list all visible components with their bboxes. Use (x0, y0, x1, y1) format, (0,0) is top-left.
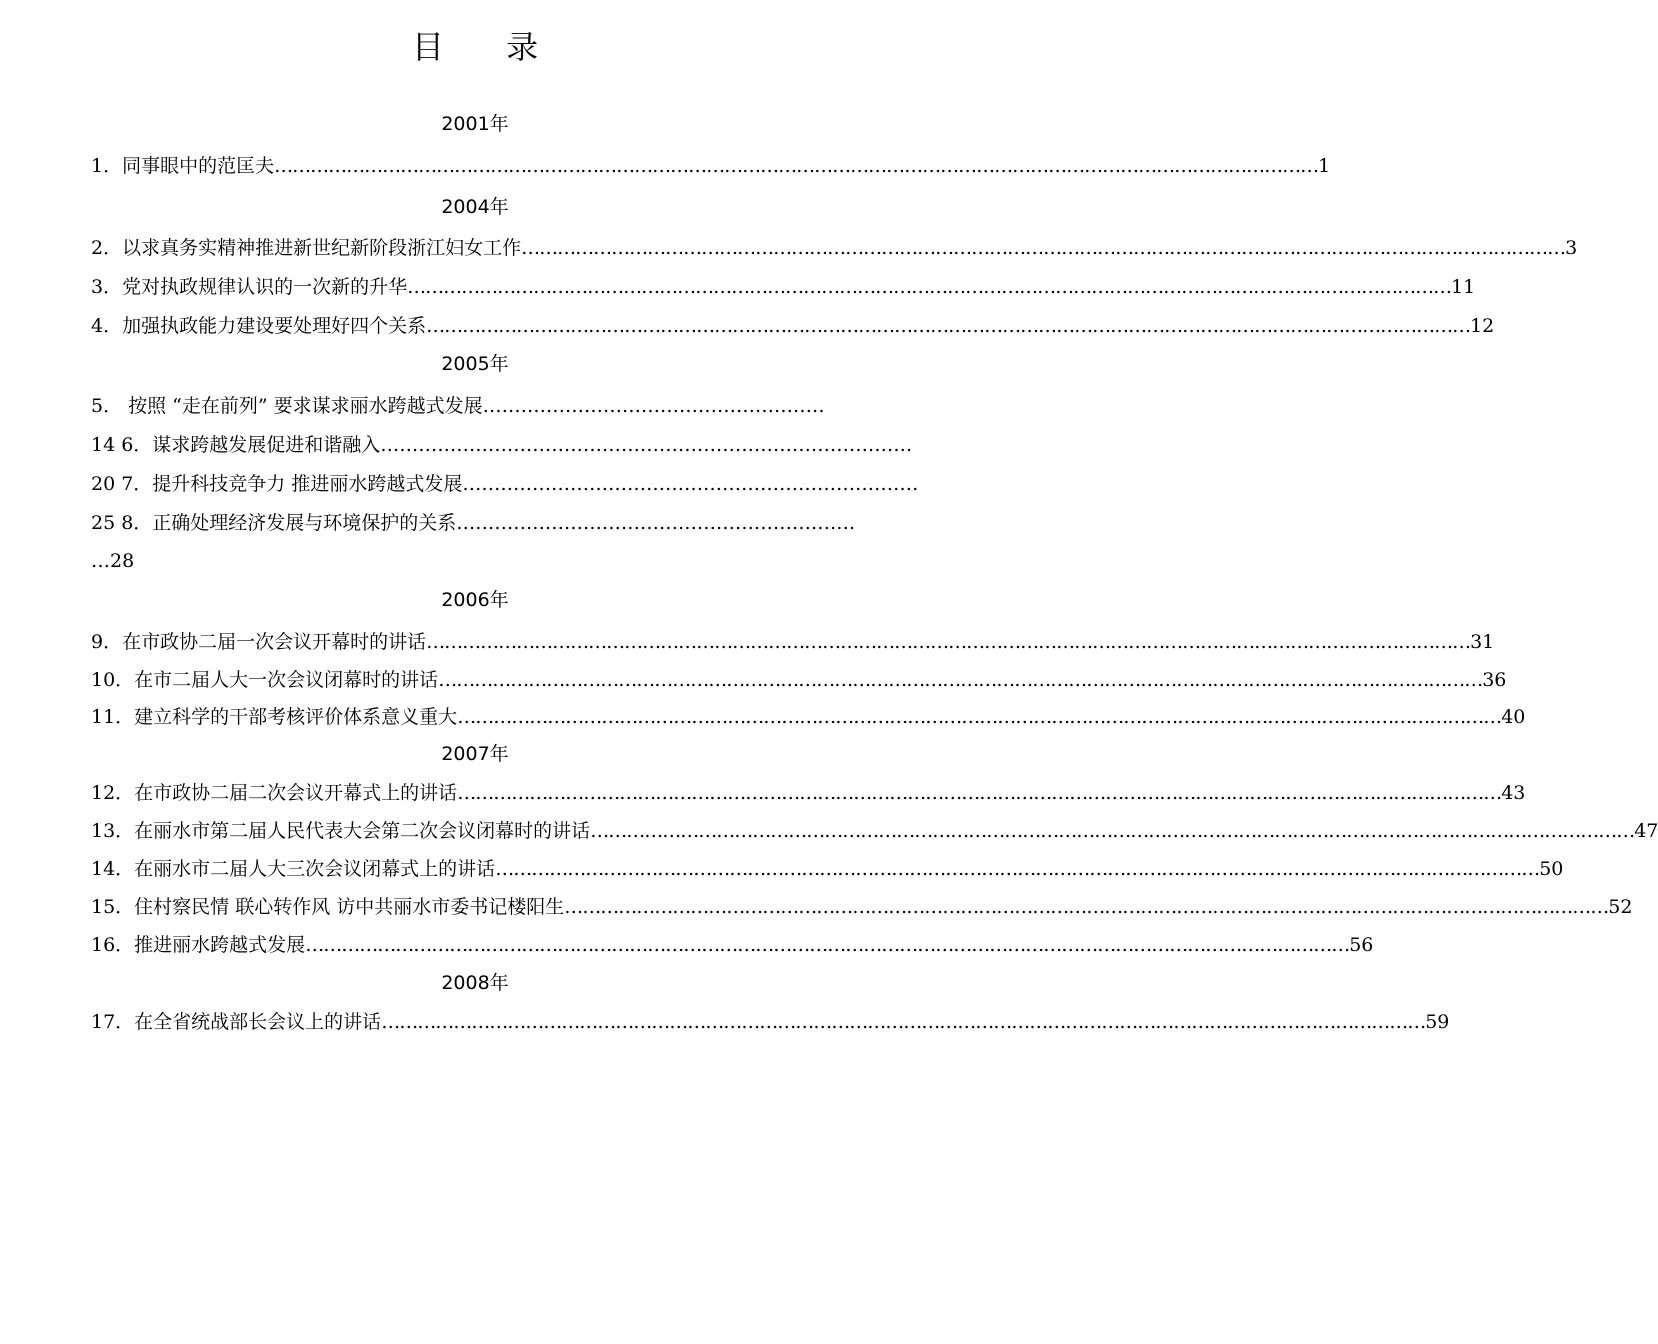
toc-entry[interactable] (91, 704, 1526, 730)
entry-title: 15．住村察民情 联心转作风 访中共丽水市委书记楼阳生 (91, 896, 565, 918)
entry-title: 13．在丽水市第二届人民代表大会第二次会议闭幕时的讲话 (91, 820, 591, 842)
entry-title: 2．以求真务实精神推进新世纪新阶段浙江妇女工作 (91, 237, 522, 259)
entry-title: 4．加强执政能力建设要处理好四个关系 (91, 315, 427, 337)
entry-title: 9．在市政协二届一次会议开幕时的讲话 (91, 631, 427, 653)
entry-page-number: 1 (1318, 155, 1331, 177)
entry-page-number: 56 (1349, 934, 1374, 956)
dot-leader: ………………………………………………………………………………………………………………………………………………………… (426, 315, 1471, 337)
toc-entry[interactable] (91, 153, 1331, 179)
entry-page-number: 50 (1539, 858, 1564, 880)
entry-page-number: 40 (1501, 706, 1526, 728)
year-heading-2007: 2007年 (441, 743, 509, 765)
toc-line-broken[interactable]: …28 (91, 550, 135, 572)
entry-page-number: 11 (1451, 276, 1476, 298)
toc-line-broken[interactable]: 25 8．正确处理经济发展与环境保护的关系……………………………………………………… (91, 512, 856, 534)
toc-entry[interactable] (91, 313, 1495, 339)
toc-entry[interactable] (91, 235, 1578, 261)
toc-entry[interactable] (91, 856, 1564, 882)
year-heading-2006: 2006年 (441, 589, 509, 611)
dot-leader: ………………………………………………………………………………………………………………………………………………………… (438, 669, 1483, 691)
year-heading-2004: 2004年 (441, 196, 509, 218)
dot-leader: ………………………………………………………………………………………………………………………………………………………… (521, 237, 1566, 259)
entry-page-number: 52 (1608, 896, 1633, 918)
entry-page-number: 3 (1565, 237, 1578, 259)
entry-page-number: 59 (1425, 1011, 1450, 1033)
entry-page-number: 43 (1501, 782, 1526, 804)
entry-page-number: 12 (1470, 315, 1495, 337)
year-heading-2008: 2008年 (441, 972, 509, 994)
entry-title: 1．同事眼中的范匡夫 (91, 155, 275, 177)
entry-page-number: 36 (1482, 669, 1507, 691)
year-heading-2001: 2001年 (441, 113, 509, 135)
entry-page-number: 47 (1634, 820, 1658, 842)
entry-title: 12．在市政协二届二次会议开幕式上的讲话 (91, 782, 458, 804)
entry-title: 16．推进丽水跨越式发展 (91, 934, 306, 956)
dot-leader: ………………………………………………………………………………………………………………………………………………………… (407, 276, 1452, 298)
toc-entry[interactable] (91, 274, 1476, 300)
entry-title: 3．党对执政规律认识的一次新的升华 (91, 276, 408, 298)
entry-title: 14．在丽水市二届人大三次会议闭幕式上的讲话 (91, 858, 496, 880)
dot-leader: ………………………………………………………………………………………………………………………………………………………… (457, 706, 1502, 728)
entry-title: 10．在市二届人大一次会议闭幕时的讲话 (91, 669, 439, 691)
page-title: 目 录 (411, 28, 565, 66)
entry-title: 11．建立科学的干部考核评价体系意义重大 (91, 706, 458, 728)
year-heading-2005: 2005年 (441, 353, 509, 375)
dot-leader: ………………………………………………………………………………………………………………………………………………………… (590, 820, 1635, 842)
toc-entry[interactable] (91, 667, 1507, 693)
dot-leader: ………………………………………………………………………………………………………………………………………………………… (274, 155, 1319, 177)
dot-leader: ………………………………………………………………………………………………………………………………………………………… (457, 782, 1502, 804)
toc-entry[interactable] (91, 818, 1658, 844)
toc-line-broken[interactable]: 14 6．谋求跨越发展促进和谐融入………………………………………………………………………… (91, 434, 913, 456)
dot-leader: ………………………………………………………………………………………………………………………………………………………… (426, 631, 1471, 653)
toc-entry[interactable] (91, 780, 1526, 806)
toc-entry[interactable] (91, 629, 1495, 655)
toc-entry[interactable] (91, 894, 1633, 920)
entry-title: 17．在全省统战部长会议上的讲话 (91, 1011, 382, 1033)
dot-leader: ………………………………………………………………………………………………………………………………………………………… (381, 1011, 1426, 1033)
entry-page-number: 31 (1470, 631, 1495, 653)
toc-entry[interactable] (91, 932, 1374, 958)
dot-leader: ………………………………………………………………………………………………………………………………………………………… (495, 858, 1540, 880)
dot-leader: ………………………………………………………………………………………………………………………………………………………… (305, 934, 1350, 956)
toc-line-broken[interactable]: 20 7．提升科技竞争力 推进丽水跨越式发展……………………………………………………………… (91, 473, 919, 495)
toc-entry[interactable] (91, 1009, 1450, 1035)
dot-leader: ………………………………………………………………………………………………………………………………………………………… (564, 896, 1609, 918)
toc-line-broken[interactable]: 5． 按照 “走在前列” 要求谋求丽水跨越式发展……………………………………………… (91, 395, 825, 417)
